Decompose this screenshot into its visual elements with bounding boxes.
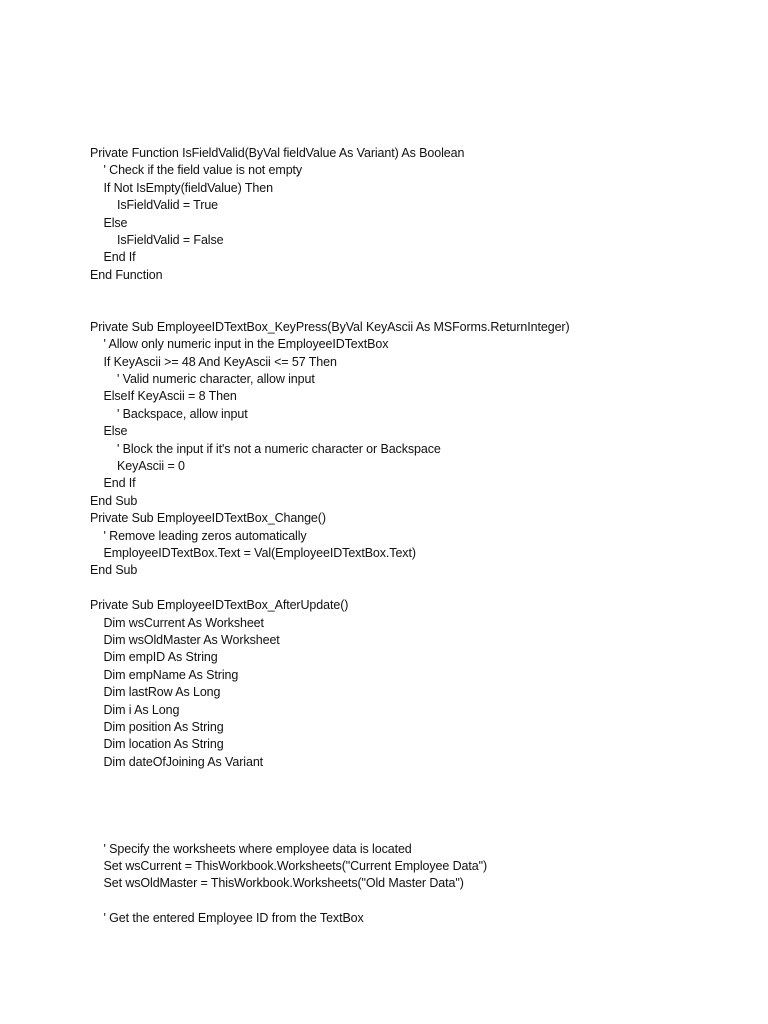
code-line xyxy=(90,823,730,840)
code-line xyxy=(90,580,730,597)
code-line: Dim lastRow As Long xyxy=(90,685,221,700)
code-line: Private Sub EmployeeIDTextBox_KeyPress(ByVal KeyAscii As MSForms.ReturnInteger) xyxy=(90,319,570,334)
code-line: Dim wsOldMaster As Worksheet xyxy=(90,632,280,647)
code-line: EmployeeIDTextBox.Text = Val(EmployeeIDTextBox.Text) xyxy=(90,545,416,560)
code-line: Set wsCurrent = ThisWorkbook.Worksheets("Current Employee Data") xyxy=(90,859,488,874)
code-line xyxy=(90,893,730,910)
code-line: Dim empID As String xyxy=(90,650,218,665)
code-line: Private Sub EmployeeIDTextBox_Change() xyxy=(90,511,326,526)
code-line: ' Check if the field value is not empty xyxy=(90,163,303,178)
code-line: Dim empName As String xyxy=(90,667,239,682)
code-line: Dim dateOfJoining As Variant xyxy=(90,754,264,769)
code-line: End Sub xyxy=(90,563,138,578)
code-line: ' Backspace, allow input xyxy=(90,406,248,421)
code-line: Dim i As Long xyxy=(90,702,180,717)
code-line: ' Specify the worksheets where employee data is located xyxy=(90,841,412,856)
code-line: End Function xyxy=(90,267,163,282)
code-line: Dim location As String xyxy=(90,737,224,752)
vba-code-block xyxy=(90,145,730,928)
code-line: ' Get the entered Employee ID from the TextBox xyxy=(90,911,364,926)
code-line: End Sub xyxy=(90,493,138,508)
code-line: Dim wsCurrent As Worksheet xyxy=(90,615,264,630)
code-line xyxy=(90,788,730,805)
code-line: IsFieldValid = False xyxy=(90,232,224,247)
code-line: Dim position As String xyxy=(90,719,224,734)
code-line xyxy=(90,302,730,319)
code-line: Private Function IsFieldValid(ByVal fieldValue As Variant) As Boolean xyxy=(90,146,465,160)
code-line: ' Allow only numeric input in the EmployeeIDTextBox xyxy=(90,337,389,352)
code-line: KeyAscii = 0 xyxy=(90,459,185,474)
code-line: ' Valid numeric character, allow input xyxy=(90,372,315,387)
code-line: IsFieldValid = True xyxy=(90,198,219,213)
code-line: Else xyxy=(90,215,128,230)
code-line: Private Sub EmployeeIDTextBox_AfterUpdate() xyxy=(90,598,349,613)
code-line: End If xyxy=(90,250,136,265)
code-line: Set wsOldMaster = ThisWorkbook.Worksheets("Old Master Data") xyxy=(90,876,464,891)
code-line xyxy=(90,771,730,788)
code-line xyxy=(90,284,730,301)
code-line: End If xyxy=(90,476,136,491)
code-line xyxy=(90,806,730,823)
code-line: ' Block the input if it's not a numeric character or Backspace xyxy=(90,441,441,456)
code-line: Else xyxy=(90,424,128,439)
code-line: If Not IsEmpty(fieldValue) Then xyxy=(90,180,273,195)
code-line: If KeyAscii >= 48 And KeyAscii <= 57 Then xyxy=(90,354,337,369)
code-line: ElseIf KeyAscii = 8 Then xyxy=(90,389,237,404)
code-line: ' Remove leading zeros automatically xyxy=(90,528,307,543)
